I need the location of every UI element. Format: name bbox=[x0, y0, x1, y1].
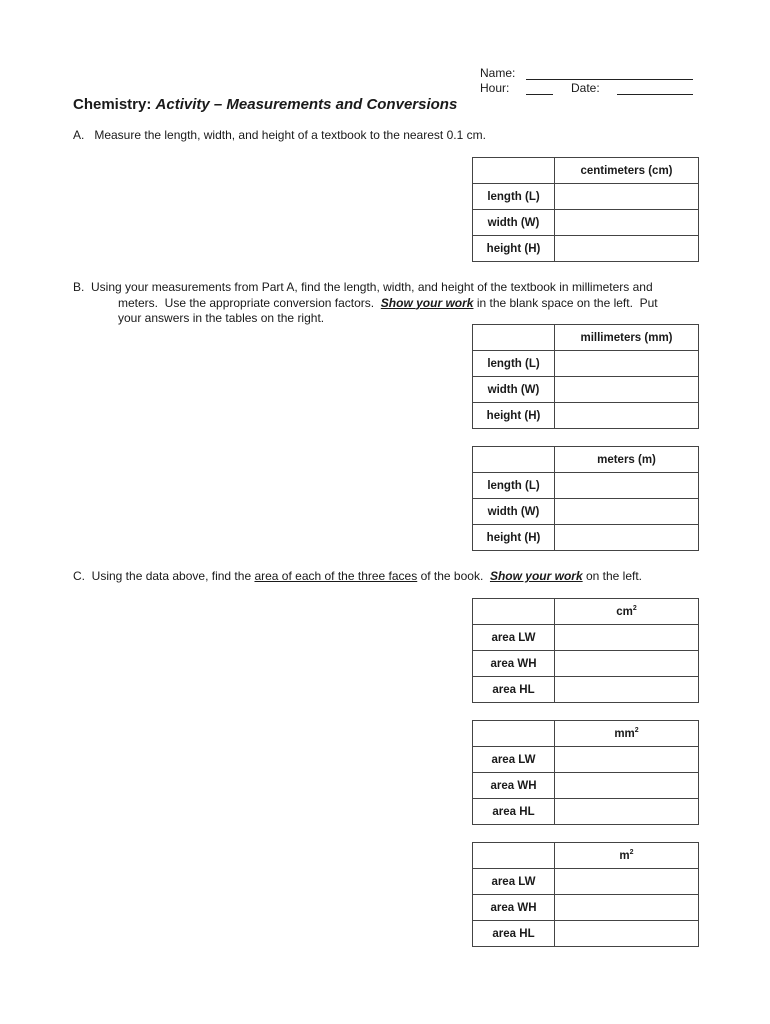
row-label: height (H) bbox=[473, 403, 555, 429]
answer-cell[interactable] bbox=[555, 651, 699, 677]
table-header: millimeters (mm) bbox=[555, 325, 699, 351]
show-work-emphasis: Show your work bbox=[380, 295, 474, 310]
show-work-emphasis: Show your work bbox=[489, 569, 583, 583]
answer-cell[interactable] bbox=[555, 773, 699, 799]
row-label: area HL bbox=[473, 799, 555, 825]
hour-field[interactable] bbox=[526, 94, 553, 95]
answer-cell[interactable] bbox=[555, 895, 699, 921]
answer-cell[interactable] bbox=[555, 403, 699, 429]
table-header: $m^2$ bbox=[555, 843, 699, 869]
row-label: area WH bbox=[473, 895, 555, 921]
row-label: length (L) bbox=[473, 351, 555, 377]
row-label: width (W) bbox=[473, 210, 555, 236]
row-label: height (H) bbox=[473, 525, 555, 551]
table-header: $cm^2$ bbox=[555, 599, 699, 625]
page-title bbox=[73, 96, 457, 113]
name-field[interactable] bbox=[526, 79, 693, 80]
date-label: Date: bbox=[571, 81, 600, 95]
answer-cell[interactable] bbox=[555, 210, 699, 236]
mm2-table bbox=[472, 720, 699, 825]
date-field[interactable] bbox=[617, 94, 693, 95]
cm2-table bbox=[472, 598, 699, 703]
part-c-instructions: C. Using the data above, find the area of each of the three faces of the book. Show your work on the left. bbox=[73, 569, 643, 583]
centimeters-table bbox=[472, 157, 699, 262]
m2-table bbox=[472, 842, 699, 947]
title-main: Activity – Measurements and Conversions bbox=[155, 96, 458, 113]
answer-cell[interactable] bbox=[555, 184, 699, 210]
part-b-line-2: meters. Use the appropriate conversion factors. Show your work in the blank space on the left. Put bbox=[118, 295, 658, 310]
meters-table bbox=[472, 446, 699, 551]
answer-cell[interactable] bbox=[555, 473, 699, 499]
row-label: area WH bbox=[473, 651, 555, 677]
answer-cell[interactable] bbox=[555, 351, 699, 377]
answer-cell[interactable] bbox=[555, 377, 699, 403]
answer-cell[interactable] bbox=[555, 625, 699, 651]
part-a-instructions: A. Measure the length, width, and height of a textbook to the nearest 0.1 cm. bbox=[73, 128, 486, 142]
name-label: Name: bbox=[480, 66, 516, 80]
answer-cell[interactable] bbox=[555, 747, 699, 773]
answer-cell[interactable] bbox=[555, 525, 699, 551]
row-label: area HL bbox=[473, 921, 555, 947]
faces-emphasis: area of each of the three faces bbox=[254, 569, 418, 583]
part-b-instructions bbox=[73, 280, 713, 327]
row-label: length (L) bbox=[473, 473, 555, 499]
table-header: centimeters (cm) bbox=[555, 158, 699, 184]
answer-cell[interactable] bbox=[555, 677, 699, 703]
row-label: area LW bbox=[473, 625, 555, 651]
row-label: area HL bbox=[473, 677, 555, 703]
answer-cell[interactable] bbox=[555, 921, 699, 947]
millimeters-table bbox=[472, 324, 699, 429]
row-label: area WH bbox=[473, 773, 555, 799]
row-label: area LW bbox=[473, 869, 555, 895]
answer-cell[interactable] bbox=[555, 799, 699, 825]
row-label: height (H) bbox=[473, 236, 555, 262]
table-header: $mm^2$ bbox=[555, 721, 699, 747]
row-label: length (L) bbox=[473, 184, 555, 210]
part-b-line-1: B. Using your measurements from Part A, find the length, width, and height of the textbook in millimeters and bbox=[73, 280, 653, 294]
part-b-line-3: your answers in the tables on the right. bbox=[118, 311, 325, 325]
row-label: area LW bbox=[473, 747, 555, 773]
answer-cell[interactable] bbox=[555, 869, 699, 895]
answer-cell[interactable] bbox=[555, 499, 699, 525]
hour-label: Hour: bbox=[480, 81, 510, 95]
table-header: meters (m) bbox=[555, 447, 699, 473]
row-label: width (W) bbox=[473, 377, 555, 403]
title-prefix: Chemistry: bbox=[73, 96, 152, 113]
answer-cell[interactable] bbox=[555, 236, 699, 262]
row-label: width (W) bbox=[473, 499, 555, 525]
